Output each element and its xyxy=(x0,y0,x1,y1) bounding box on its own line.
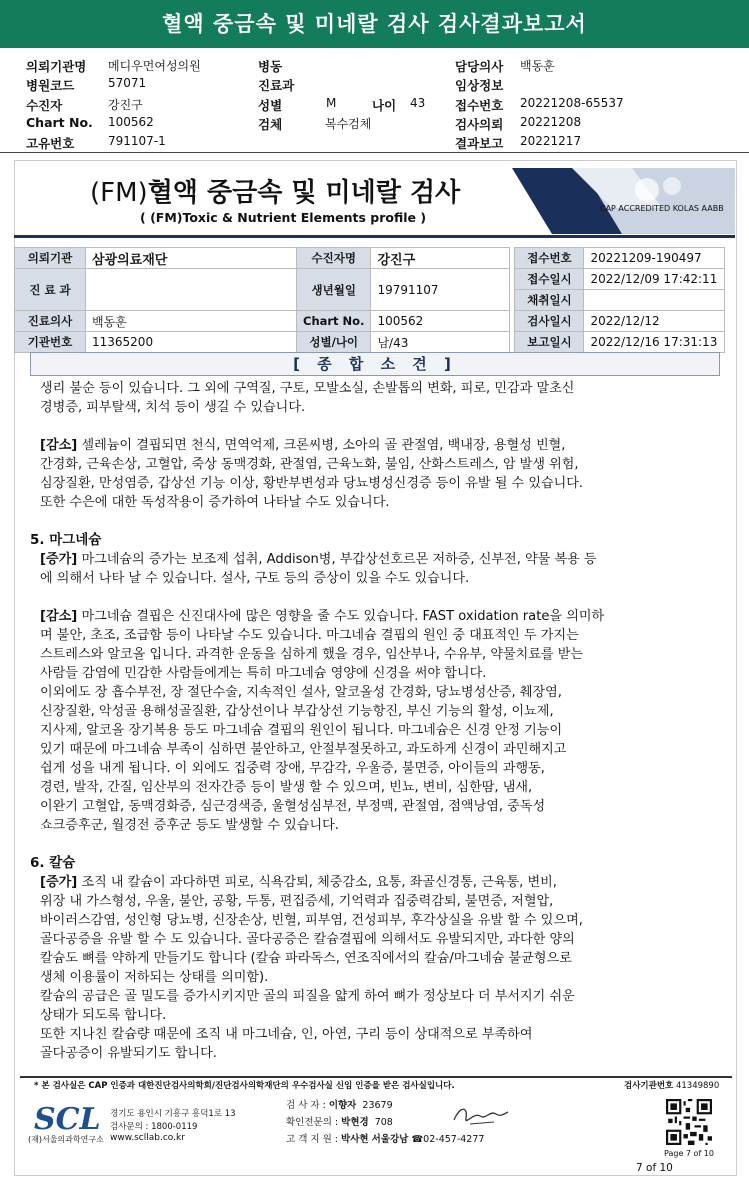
text-line: 이완기 고혈압, 동맥경화증, 심근경색증, 울혈성심부전, 부정맥, 관절염, 점액낭염, 중독성 xyxy=(40,799,546,814)
header-label: 병동 xyxy=(258,59,283,74)
text-line: 스트레스와 알코올 입니다. 과격한 운동을 심하게 했을 경우, 임산부나, 수유부, 약물치료를 받는 xyxy=(40,647,584,662)
section-tag: [감소] xyxy=(40,438,78,453)
label: 의뢰기관 xyxy=(15,248,86,269)
value: 삼광의료재단 xyxy=(86,248,297,269)
text-line: 사람들 감염에 민감한 사람들에게는 특히 마그네슘 영양에 신경을 써야 합니다. xyxy=(40,666,487,681)
header-label: 병원코드 xyxy=(26,78,75,93)
phone: 검사문의 : 1800-0119 xyxy=(110,1122,198,1132)
header-value: 20221217 xyxy=(520,134,582,148)
label: 검사일시 xyxy=(515,311,584,332)
summary-body xyxy=(30,379,720,1063)
text-line: 또한 수은에 대한 독성작용이 증가하여 나타날 수도 있습니다. xyxy=(40,495,390,510)
header-value: 복수검체 xyxy=(325,117,372,131)
certification-logos: CAP ACCREDITED KOLAS AABB xyxy=(600,204,724,213)
value: 남/43 xyxy=(371,332,510,353)
customer-support: 고 객 지 원 : 박사현 서울강남 ☎02-457-4277 xyxy=(286,1134,485,1145)
text-line: 골다공증을 유발 할 수 도 있습니다. 골다공증은 칼슘결핍에 의해서도 유발되지만, 과다한 양의 xyxy=(40,932,575,947)
header-label: 수진자 xyxy=(26,98,63,113)
value xyxy=(584,290,725,311)
header-value: 20221208 xyxy=(520,115,582,129)
text-line: 생체 이용률이 저하되는 상태를 의미함). xyxy=(40,970,269,985)
text-line: 있기 때문에 마그네슘 부족이 심하면 불안하고, 안절부절못하고, 과도하게 신경이 과민해지고 xyxy=(40,742,567,757)
header-label: 의뢰기관명 xyxy=(26,59,87,74)
header-label: 성별 xyxy=(258,98,283,113)
license-number: 검사기관번호 41349890 xyxy=(624,1081,720,1091)
text-line: 지사제, 알코올 장기복용 등도 마그네슘 결핍의 원인이 됩니다. 마그네슘은 신경 안정 기능이 xyxy=(40,723,563,738)
label: 수진자명 xyxy=(297,248,371,269)
sheet-subtitle: ( (FM)Toxic & Nutrient Elements profile ) xyxy=(140,210,427,225)
report-title: 혈액 중금속 및 미네랄 검사 검사결과보고서 xyxy=(162,12,587,36)
section-tag: [증가] xyxy=(40,875,78,890)
value: 2022/12/09 17:42:11 xyxy=(584,269,725,290)
decorative-banner xyxy=(512,168,735,234)
header-label: 검사의뢰 xyxy=(455,117,504,132)
header-value: 100562 xyxy=(108,115,154,129)
value: 백동훈 xyxy=(86,311,297,332)
value: 2022/12/12 xyxy=(584,311,725,332)
label: 접수번호 xyxy=(515,248,584,269)
value: 19791107 xyxy=(371,269,510,311)
header-value: M xyxy=(326,96,337,110)
header-value: 20221208-65537 xyxy=(520,96,624,110)
page-number: 7 of 10 xyxy=(636,1162,673,1174)
text-line: 상태가 되도록 합니다. xyxy=(40,1008,167,1023)
footer-rule xyxy=(20,1076,732,1078)
text-line: [감소] 셀레늄이 결핍되면 천식, 면역억제, 크론씨병, 소아의 골 관절염, 백내장, 용혈성 빈혈, xyxy=(40,438,566,453)
text-line: 위장 내 가스형성, 우울, 불안, 공황, 두통, 편집증세, 기억력과 집중력감퇴, 불면증, 저혈압, xyxy=(40,894,554,909)
label: 성별/나이 xyxy=(297,332,371,353)
text-line: 간경화, 근육손상, 고혈압, 죽상 동맥경화, 관절염, 근육노화, 불임, 산화스트레스, 암 발생 위험, xyxy=(40,457,579,472)
header-label: Chart No. xyxy=(26,115,93,130)
label: 생년월일 xyxy=(297,269,371,311)
text-line: 쉽게 성을 내게 됩니다. 이 외에도 집중력 장애, 무감각, 우울증, 불면증, 아이들의 과행동, xyxy=(40,761,545,776)
website[interactable]: www.scllab.co.kr xyxy=(110,1133,185,1143)
value: 11365200 xyxy=(86,332,297,353)
text-line: 신장질환, 악성골 용해성골질환, 갑상선이나 부갑상선 기능항진, 부신 기능의 활성, 이뇨제, xyxy=(40,704,554,719)
page-number-small: Page 7 of 10 xyxy=(664,1149,714,1158)
text-line: 칼슘의 공급은 골 밀도를 증가시키지만 골의 피질을 얇게 하여 뼈가 정상보다 더 부서지기 쉬운 xyxy=(40,989,575,1004)
text-line: [감소] 마그네슘 결핍은 신진대사에 많은 영향을 줄 수도 있습니다. FAST oxidation rate을 의미하 xyxy=(40,609,605,624)
label: 기관번호 xyxy=(15,332,86,353)
specialist: 확인전문의 : 박현경 708 xyxy=(286,1117,393,1128)
label: Chart No. xyxy=(297,311,371,332)
tester: 검 사 자 : 이향자 23679 xyxy=(286,1100,393,1111)
value xyxy=(86,269,297,311)
text-line: 칼슘도 뼈를 약하게 만들기도 합니다 (칼슘 파라독스, 연조직에서의 칼슘/마그네슘 불균형으로 xyxy=(40,951,572,966)
text-line: 에 의해서 나타 날 수 있습니다. 설사, 구토 등의 증상이 있을 수도 있습니다. xyxy=(40,571,470,586)
text-line: 쇼크증후군, 월경전 증후군 등도 발생할 수 있습니다. xyxy=(40,818,339,833)
age-label: 나이 xyxy=(372,98,397,113)
qr-code xyxy=(666,1099,712,1145)
label: 진료의사 xyxy=(15,311,86,332)
divider xyxy=(0,152,749,153)
value: 강진구 xyxy=(371,248,510,269)
header-value: 791107-1 xyxy=(108,134,166,148)
header-value: 메디우먼여성의원 xyxy=(108,59,201,73)
header-label: 고유번호 xyxy=(26,136,75,151)
header-label: 결과보고 xyxy=(455,136,504,151)
text-line: 6. 칼슘 xyxy=(30,855,76,871)
address: 경기도 용인시 기흥구 흥덕1로 13 xyxy=(110,1109,236,1119)
report-title-bar xyxy=(0,0,749,48)
text-line: [증가] 마그네슘의 증가는 보조제 섭취, Addison병, 부갑상선호르몬 저하증, 신부전, 약물 복용 등 xyxy=(40,552,597,567)
header-value: 백동훈 xyxy=(520,59,555,73)
header-label: 담당의사 xyxy=(455,59,504,74)
text-line: 생리 불순 등이 있습니다. 그 외에 구역질, 구토, 모발소실, 손발톱의 변화, 피로, 민감과 말초신 xyxy=(40,381,575,396)
signature xyxy=(450,1102,510,1130)
text-line: 며 불안, 초조, 조급함 등이 나타날 수도 있습니다. 마그네슘 결핍의 원인 중 대표적인 두 가지는 xyxy=(40,628,579,643)
summary-title: [ 종 합 소 견 ] xyxy=(30,352,720,376)
text-line: 이외에도 장 흡수부전, 장 절단수술, 지속적인 설사, 알코올성 간경화, 당뇨병성산증, 췌장염, xyxy=(40,685,562,700)
sheet-rule xyxy=(14,235,735,238)
header-value: 강진구 xyxy=(108,98,143,112)
age-value: 43 xyxy=(410,96,426,110)
sheet-title: (FM)혈액 중금속 및 미네랄 검사 xyxy=(90,178,461,208)
label: 접수일시 xyxy=(515,269,584,290)
text-line: 또한 지나친 칼슘량 때문에 조직 내 마그네슘, 인, 아연, 구리 등이 상대적으로 부족하여 xyxy=(40,1027,533,1042)
text-line: 심장질환, 만성염증, 갑상선 기능 이상, 황반부변성과 당뇨병성신경증 등이 유발 될 수 있습니다. xyxy=(40,476,584,491)
label: 채취일시 xyxy=(515,290,584,311)
text-line: [증가] 조직 내 칼슘이 과다하면 피로, 식욕감퇴, 체중감소, 요통, 좌골신경통, 근육통, 변비, xyxy=(40,875,557,890)
header-label: 접수번호 xyxy=(455,98,504,113)
value: 100562 xyxy=(371,311,510,332)
text-line: 경련, 발작, 간질, 임산부의 전자간증 등이 발생 할 수 있으며, 빈뇨, 변비, 심한땀, 냄새, xyxy=(40,780,533,795)
label: 보고일시 xyxy=(515,332,584,353)
text-line: 골다공증이 유발되기도 합니다. xyxy=(40,1046,217,1061)
section-tag: [증가] xyxy=(40,552,78,567)
text-line: 바이러스감염, 성인형 당뇨병, 신장손상, 빈혈, 피부염, 건성피부, 후각상실을 유발 할 수 있으며, xyxy=(40,913,583,928)
patient-info-table xyxy=(14,247,725,353)
scl-logo: SCL xyxy=(34,1102,101,1137)
header-value: 57071 xyxy=(108,76,147,90)
text-line: 5. 마그네슘 xyxy=(30,532,102,548)
header-label: 임상정보 xyxy=(455,78,504,93)
header-label: 진료과 xyxy=(258,78,295,93)
value: 2022/12/16 17:31:13 xyxy=(584,332,725,353)
section-tag: [감소] xyxy=(40,609,78,624)
header-label: 검체 xyxy=(258,117,283,132)
text-line: 경병증, 피부탈색, 치석 등이 생길 수 있습니다. xyxy=(40,400,306,415)
value: 20221209-190497 xyxy=(584,248,725,269)
certification-note: * 본 검사실은 CAP 인증과 대한진단검사의학회/진단검사의학재단의 우수검사실 신임 인증을 받은 검사실입니다. xyxy=(34,1081,455,1091)
label: 진 료 과 xyxy=(15,269,86,311)
org-name: (재)서울의과학연구소 xyxy=(28,1135,104,1144)
